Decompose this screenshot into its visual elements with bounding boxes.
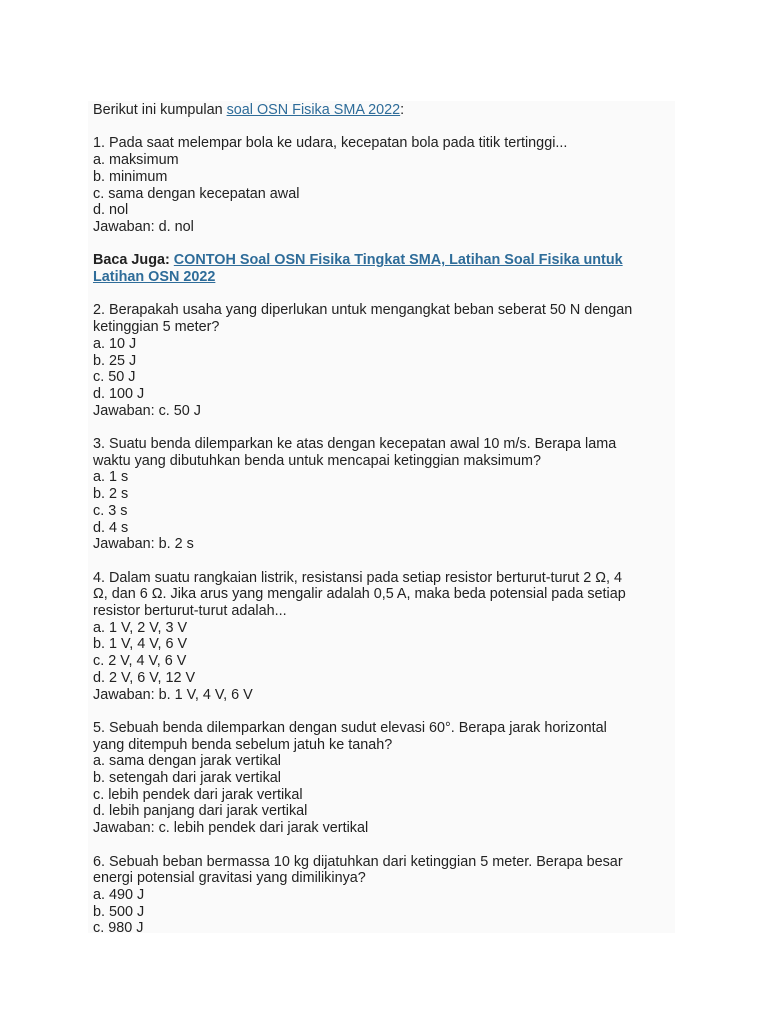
- option-d: d. lebih panjang dari jarak vertikal: [93, 803, 308, 820]
- option-a: a. maksimum: [93, 152, 179, 169]
- spacer: [93, 703, 675, 720]
- question-3: [93, 436, 675, 553]
- question-5: [93, 720, 675, 837]
- question-text: 3. Suatu benda dilemparkan ke atas dengan kecepatan awal 10 m/s. Berapa lama: [93, 436, 617, 452]
- answer: Jawaban: c. lebih pendek dari jarak vertikal: [93, 820, 369, 837]
- question-text: 2. Berapakah usaha yang diperlukan untuk mengangkat beban seberat 50 N dengan: [93, 302, 633, 319]
- osn-fisika-link[interactable]: soal OSN Fisika SMA 2022: [226, 102, 401, 118]
- article-body: [88, 101, 675, 933]
- spacer: [93, 236, 675, 253]
- question-1: [93, 135, 675, 235]
- intro-suffix: :: [400, 102, 405, 118]
- question-text: ketinggian 5 meter?: [93, 319, 220, 336]
- option-c: c. lebih pendek dari jarak vertikal: [93, 786, 303, 803]
- option-a: a. 1 s: [93, 469, 129, 486]
- option-b: b. minimum: [93, 168, 168, 185]
- baca-juga-label: Baca Juga:: [93, 252, 174, 269]
- answer: Jawaban: b. 1 V, 4 V, 6 V: [93, 686, 253, 703]
- question-text: yang ditempuh benda sebelum jatuh ke tanah?: [93, 736, 393, 753]
- baca-juga-link-line1[interactable]: CONTOH Soal OSN Fisika Tingkat SMA, Latihan Soal Fisika untuk: [173, 252, 623, 269]
- option-b: b. setengah dari jarak vertikal: [93, 770, 281, 787]
- option-a: a. sama dengan jarak vertikal: [93, 753, 281, 770]
- option-b: b. 1 V, 4 V, 6 V: [93, 636, 188, 653]
- baca-juga: [93, 252, 675, 285]
- option-c: c. sama dengan kecepatan awal: [93, 185, 300, 202]
- question-4: [93, 570, 675, 704]
- answer: Jawaban: b. 2 s: [93, 536, 194, 553]
- intro-prefix: Berikut ini kumpulan: [93, 102, 227, 118]
- spacer: [93, 119, 675, 136]
- question-text: energi potensial gravitasi yang dimilikinya?: [93, 870, 366, 887]
- option-a: a. 1 V, 2 V, 3 V: [93, 619, 188, 636]
- option-d: d. 4 s: [93, 519, 129, 536]
- question-text: 4. Dalam suatu rangkaian listrik, resistansi pada setiap resistor berturut-turut 2 Ω, 4: [93, 569, 623, 586]
- question-text: Ω, dan 6 Ω. Jika arus yang mengalir adalah 0,5 A, maka beda potensial pada setiap: [93, 586, 626, 603]
- option-a: a. 490 J: [93, 886, 145, 903]
- option-c: c. 3 s: [93, 502, 128, 519]
- answer: Jawaban: d. nol: [93, 218, 194, 235]
- question-text: 6. Sebuah beban bermassa 10 kg dijatuhkan dari ketinggian 5 meter. Berapa besar: [93, 853, 623, 870]
- answer: Jawaban: c. 50 J: [93, 402, 201, 419]
- option-d: d. 100 J: [93, 385, 145, 402]
- option-d: d. nol: [93, 202, 129, 219]
- spacer: [93, 837, 675, 854]
- question-6: [93, 854, 675, 933]
- baca-juga-link-line2[interactable]: Latihan OSN 2022: [93, 269, 216, 285]
- question-text: 5. Sebuah benda dilemparkan dengan sudut elevasi 60°. Berapa jarak horizontal: [93, 719, 607, 736]
- option-a: a. 10 J: [93, 335, 137, 352]
- spacer: [93, 553, 675, 570]
- option-b: b. 25 J: [93, 352, 137, 369]
- question-text: waktu yang dibutuhkan benda untuk mencapai ketinggian maksimum?: [93, 452, 541, 469]
- option-c: c. 980 J: [93, 920, 144, 933]
- option-b: b. 500 J: [93, 903, 145, 920]
- spacer: [93, 286, 675, 303]
- question-text: resistor berturut-turut adalah...: [93, 603, 287, 620]
- spacer: [93, 419, 675, 436]
- option-c: c. 2 V, 4 V, 6 V: [93, 653, 187, 670]
- intro-paragraph: [93, 102, 675, 119]
- option-d: d. 2 V, 6 V, 12 V: [93, 669, 196, 686]
- question-text: 1. Pada saat melempar bola ke udara, kecepatan bola pada titik tertinggi...: [93, 135, 568, 152]
- option-c: c. 50 J: [93, 369, 136, 386]
- question-2: [93, 302, 675, 419]
- option-b: b. 2 s: [93, 486, 129, 503]
